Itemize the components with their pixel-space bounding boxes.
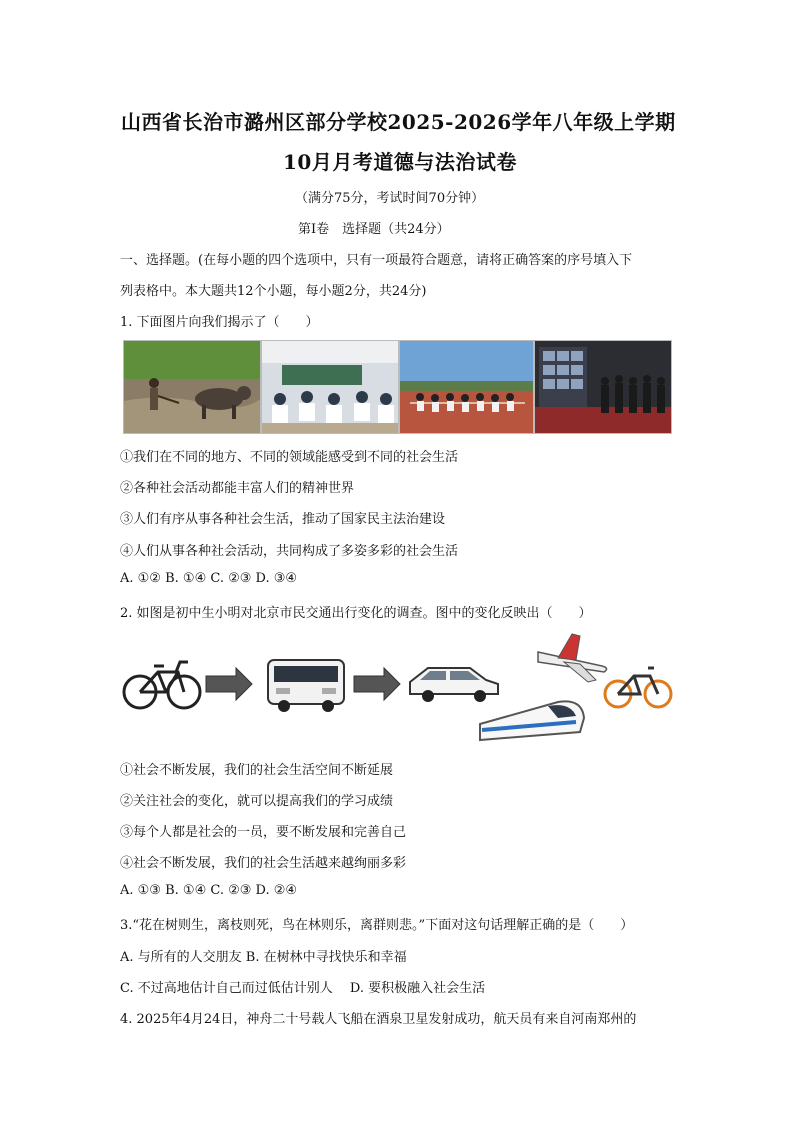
q2-stem: 2. 如图是初中生小明对北京市民交通出行变化的调查。图中的变化反映出（ ） (120, 606, 592, 621)
q4-stem: 4. 2025年4月24日，神舟二十号载人飞船在酒泉卫星发射成功，航天员有来自河南郑州的 (120, 1012, 637, 1027)
q2-option-4: ④社会不断发展，我们的社会生活越来越绚丽多彩 (120, 856, 407, 871)
tug-of-war-photo (399, 340, 534, 434)
q2-option-1: ①社会不断发展，我们的社会生活空间不断延展 (120, 763, 394, 778)
q1-stem: 1. 下面图片向我们揭示了（ ） (120, 315, 319, 330)
instructions-line1: 一、选择题。(在每小题的四个选项中，只有一项最符合题意，请将正确答案的序号填入下 (120, 253, 633, 268)
q1-option-3: ③人们有序从事各种社会生活，推动了国家民主法治建设 (120, 512, 446, 527)
classroom-photo (261, 340, 399, 434)
page-title-line1: 山西省长治市潞州区部分学校2025-2026学年八年级上学期 (121, 110, 676, 134)
exhibition-photo (534, 340, 672, 434)
q1-option-2: ②各种社会活动都能丰富人们的精神世界 (120, 481, 355, 496)
q1-option-1: ①我们在不同的地方、不同的领域能感受到不同的社会生活 (120, 450, 459, 465)
shared-bike-icon (605, 668, 671, 707)
exam-subtitle: （满分75分，考试时间70分钟） (295, 191, 485, 206)
arrow-right-icon (354, 668, 400, 700)
transport-change-diagram (118, 632, 678, 748)
page-title-line2: 10月月考道德与法治试卷 (283, 150, 517, 174)
q2-option-2: ②关注社会的变化，就可以提高我们的学习成绩 (120, 794, 394, 809)
bicycle-icon (124, 662, 200, 708)
q2-choices: A. ①③ B. ①④ C. ②③ D. ②④ (120, 883, 298, 898)
q1-option-4: ④人们从事各种社会活动，共同构成了多姿多彩的社会生活 (120, 544, 459, 559)
car-icon (410, 668, 498, 702)
farmer-ox-photo (123, 340, 261, 434)
section-heading: 第Ⅰ卷 选择题（共24分） (298, 222, 450, 237)
arrow-right-icon (206, 668, 252, 700)
q1-choices: A. ①② B. ①④ C. ②③ D. ③④ (120, 571, 298, 586)
bus-icon (268, 660, 344, 712)
airplane-icon (538, 634, 607, 682)
q3-stem: 3.“花在树则生，离枝则死，鸟在林则乐，离群则悲。”下面对这句话理解正确的是（ ） (120, 918, 634, 933)
q2-option-3: ③每个人都是社会的一员，要不断发展和完善自己 (120, 825, 407, 840)
train-icon (480, 701, 584, 740)
q3-choices-ab: A. 与所有的人交朋友 B. 在树林中寻找快乐和幸福 (120, 950, 407, 965)
q3-choices-cd: C. 不过高地估计自己而过低估计别人 D. 要积极融入社会生活 (120, 981, 486, 996)
instructions-line2: 列表格中。本大题共12个小题，每小题2分，共24分) (120, 284, 427, 299)
